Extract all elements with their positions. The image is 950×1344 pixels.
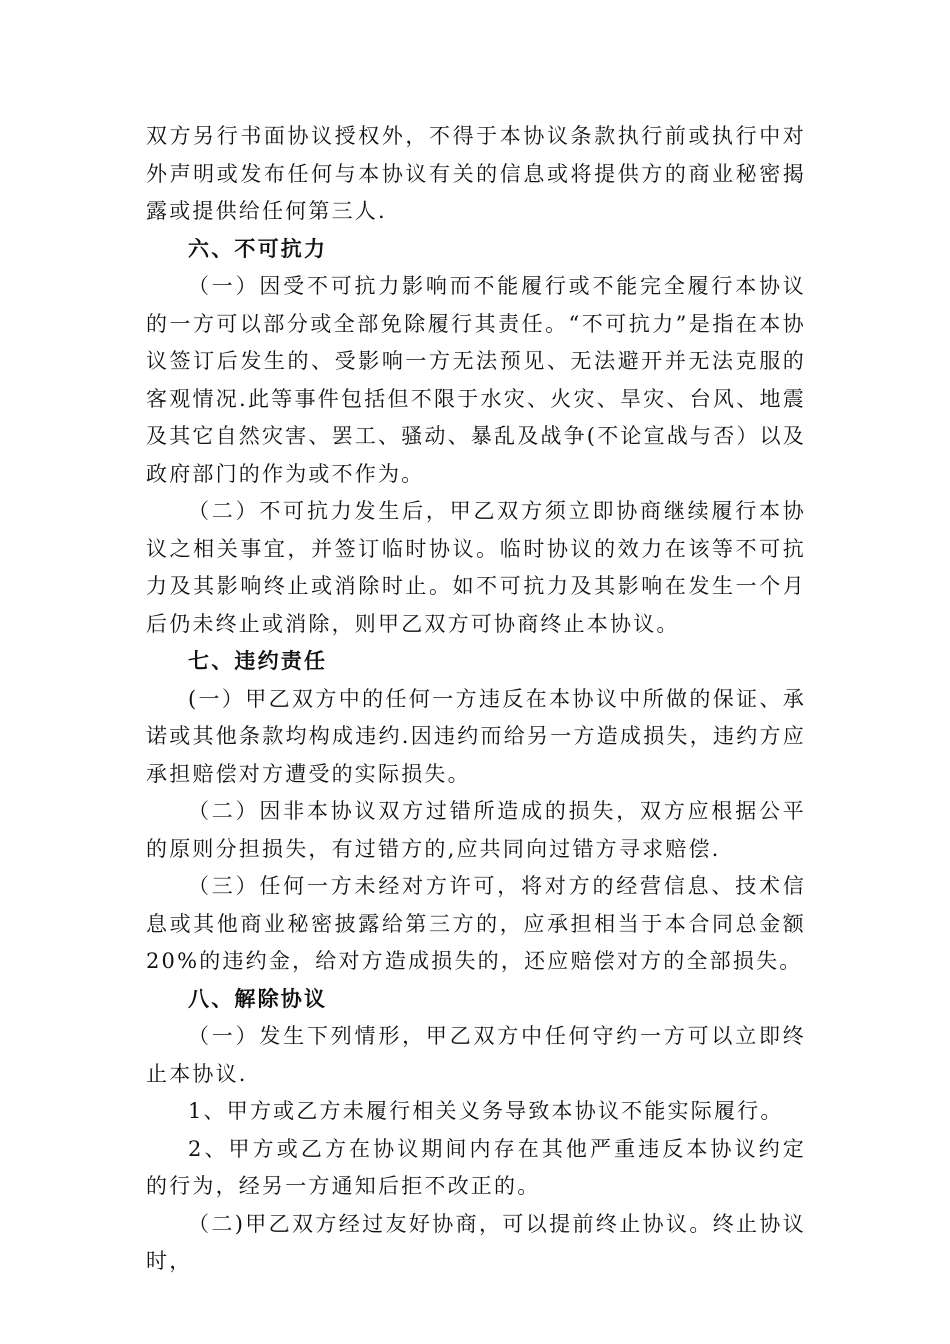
paragraph-breach-3: （三）任何一方未经对方许可，将对方的经营信息、技术信息或其他商业秘密披露给第三方的，应承担相当于本合同总金额20%的违约金，给对方造成损失的，还应赔偿对方的全部损失。 — [146, 874, 806, 973]
section-heading-breach-liability: 七、违约责任 — [188, 649, 328, 673]
paragraph-breach-2: （二）因非本协议双方过错所造成的损失，双方应根据公平的原则分担损失，有过错方的,应共同向过错方寻求赔偿. — [146, 799, 806, 861]
document-body — [146, 118, 806, 1281]
section-heading-force-majeure: 六、不可抗力 — [188, 236, 328, 261]
paragraph-termination-item-1: 1、甲方或乙方未履行相关义务导致本协议不能实际履行。 — [188, 1099, 784, 1123]
section-heading-termination: 八、解除协议 — [188, 986, 328, 1011]
paragraph-confidentiality-cont: 双方另行书面协议授权外，不得于本协议条款执行前或执行中对外声明或发布任何与本协议有关的信息或将提供方的商业秘密揭露或提供给任何第三人. — [146, 124, 806, 223]
paragraph-force-majeure-2: （二）不可抗力发生后，甲乙双方须立即协商继续履行本协议之相关事宜，并签订临时协议。临时协议的效力在该等不可抗力及其影响终止或消除时止。如不可抗力及其影响在发生一个月后仍未终止或消除，则甲乙双方可协商终止本协议。 — [146, 499, 806, 636]
paragraph-termination-item-2: 2、甲方或乙方在协议期间内存在其他严重违反本协议约定的行为，经另一方通知后拒不改正的。 — [146, 1136, 806, 1198]
paragraph-force-majeure-1: （一）因受不可抗力影响而不能履行或不能完全履行本协议的一方可以部分或全部免除履行其责任。“不可抗力”是指在本协议签订后发生的、受影响一方无法预见、无法避开并无法克服的客观情况.此等事件包括但不限于水灾、火灾、旱灾、台风、地震及其它自然灾害、罢工、骚动、暴乱及战争(不论宣战与否）以及政府部门的作为或不作为。 — [146, 274, 806, 486]
paragraph-termination-1: （一）发生下列情形，甲乙双方中任何守约一方可以立即终止本协议. — [146, 1024, 806, 1086]
paragraph-termination-2: （二)甲乙双方经过友好协商，可以提前终止协议。终止协议时， — [146, 1211, 806, 1273]
paragraph-breach-1: (一）甲乙双方中的任何一方违反在本协议中所做的保证、承诺或其他条款均构成违约.因违约而给另一方造成损失，违约方应承担赔偿对方遭受的实际损失。 — [146, 686, 806, 786]
